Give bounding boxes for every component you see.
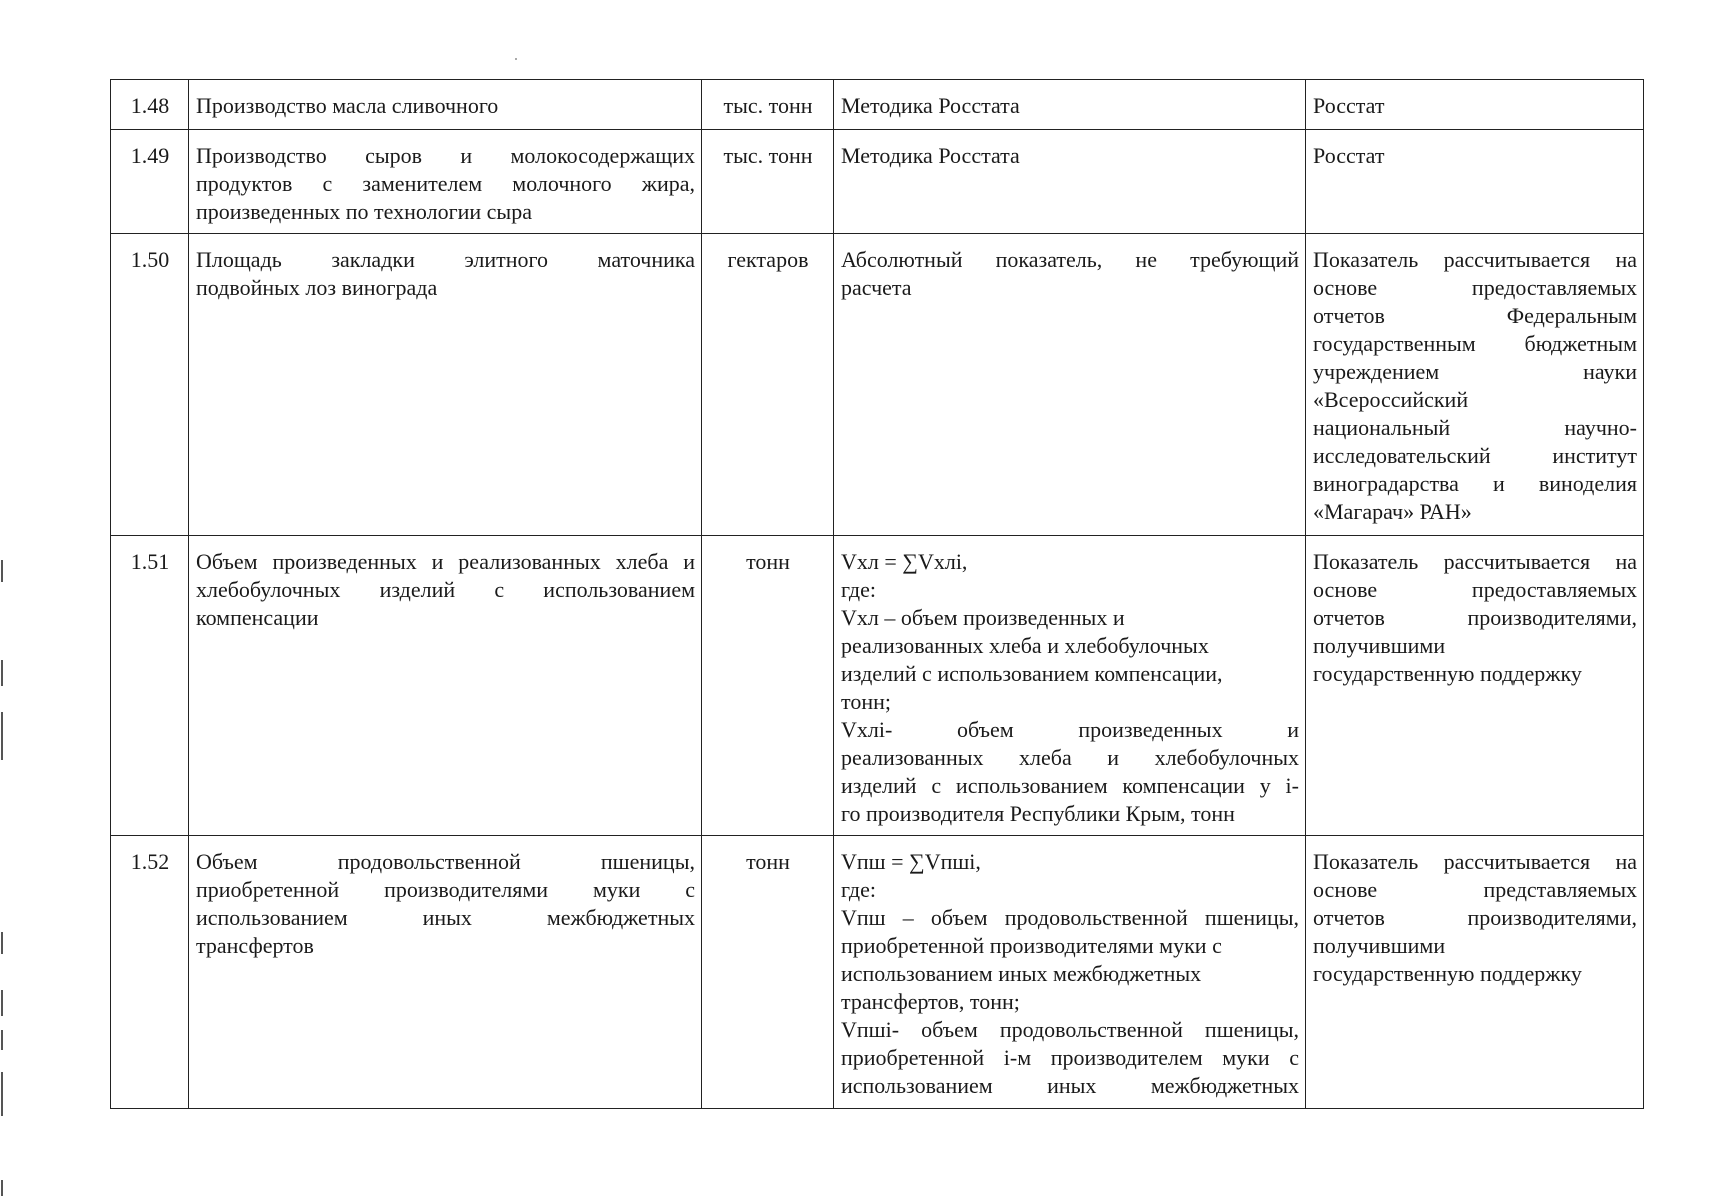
unit-cell	[702, 234, 834, 536]
method-line: Vхлi- объем произведенных и	[841, 717, 1299, 742]
source-line: национальный научно-	[1313, 415, 1637, 440]
source-line: государственную поддержку	[1313, 961, 1582, 986]
indicator-name-line: подвойных лоз винограда	[196, 275, 438, 300]
formula-line: Vхл = ∑Vхлi,	[841, 549, 968, 574]
method-line: Абсолютный показатель, не требующий	[841, 247, 1299, 272]
scan-artifact	[1, 990, 3, 1016]
source-cell	[1306, 234, 1644, 536]
method-line: реализованных хлеба и хлебобулочных	[841, 633, 1209, 658]
scan-artifact	[1, 660, 3, 686]
indicator-name-line: трансфертов	[196, 933, 314, 958]
indicator-name-line: Производство масла сливочного	[196, 93, 499, 118]
source-line: Показатель рассчитывается на	[1313, 849, 1637, 874]
source-cell	[1306, 80, 1644, 130]
indicator-name-line: хлебобулочных изделий с использованием	[196, 577, 695, 602]
method-line: Vхл – объем произведенных и	[841, 605, 1125, 630]
row-number: 1.51	[130, 549, 170, 574]
source-line: основе представляемых	[1313, 877, 1637, 902]
unit-cell	[702, 80, 834, 130]
method-line: приобретенной i-м производителем муки с	[841, 1045, 1299, 1070]
source-line: учреждением науки	[1313, 359, 1637, 384]
indicator-name-cell	[189, 80, 702, 130]
source-line: государственную поддержку	[1313, 661, 1582, 686]
method-line: Vпшi- объем продовольственной пшеницы,	[841, 1017, 1299, 1042]
indicator-name-cell	[189, 234, 702, 536]
source-line: исследовательский институт	[1313, 443, 1637, 468]
formula-line: Vпш = ∑Vпшi,	[841, 849, 981, 874]
scan-artifact	[1, 560, 3, 582]
scan-artifact	[1, 1180, 3, 1196]
indicator-name-cell	[189, 130, 702, 234]
table-row	[111, 80, 1644, 130]
method-cell	[834, 80, 1306, 130]
table-row	[111, 130, 1644, 234]
unit-text: тыс. тонн	[723, 93, 813, 118]
method-line: приобретенной производителями муки с	[841, 933, 1222, 958]
indicator-name-line: Объем произведенных и реализованных хлеба и	[196, 549, 695, 574]
method-line: трансфертов, тонн;	[841, 989, 1020, 1014]
scan-artifact	[1, 1030, 3, 1050]
indicator-name-line: Объем продовольственной пшеницы,	[196, 849, 695, 874]
method-line: расчета	[841, 275, 912, 300]
row-number-cell	[111, 836, 189, 1109]
row-number: 1.49	[130, 143, 170, 168]
method-line: Методика Росстата	[841, 143, 1020, 168]
source-line: Росстат	[1313, 143, 1385, 168]
scan-artifact	[1, 712, 3, 760]
indicator-name-cell	[189, 836, 702, 1109]
source-line: Росстат	[1313, 93, 1385, 118]
unit-cell	[702, 130, 834, 234]
table-row	[111, 536, 1644, 836]
method-cell	[834, 536, 1306, 836]
method-line: использованием иных межбюджетных	[841, 1073, 1299, 1098]
table-row	[111, 836, 1644, 1109]
indicator-name-line: продуктов с заменителем молочного жира,	[196, 171, 695, 196]
method-line: изделий с использованием компенсации,	[841, 661, 1223, 686]
table-row	[111, 234, 1644, 536]
method-cell	[834, 836, 1306, 1109]
scan-artifact	[1, 1072, 3, 1116]
indicator-name-line: использованием иных межбюджетных	[196, 905, 695, 930]
source-line: отчетов производителями,	[1313, 905, 1637, 930]
scan-artifact	[1, 932, 3, 954]
source-line: Показатель рассчитывается на	[1313, 549, 1637, 574]
method-line: реализованных хлеба и хлебобулочных	[841, 745, 1299, 770]
row-number-cell	[111, 80, 189, 130]
source-cell	[1306, 536, 1644, 836]
indicator-name-line: Производство сыров и молокосодержащих	[196, 143, 695, 168]
indicator-name-line: Площадь закладки элитного маточника	[196, 247, 695, 272]
row-number: 1.52	[130, 849, 170, 874]
source-line: виноградарства и виноделия	[1313, 471, 1637, 496]
source-line: Показатель рассчитывается на	[1313, 247, 1637, 272]
method-line: где:	[841, 877, 876, 902]
source-line: получившими	[1313, 933, 1446, 958]
source-line: основе предоставляемых	[1313, 275, 1637, 300]
method-line: где:	[841, 577, 876, 602]
indicators-table	[110, 79, 1644, 1109]
scan-speck	[515, 58, 517, 60]
unit-cell	[702, 536, 834, 836]
method-cell	[834, 234, 1306, 536]
method-line: использованием иных межбюджетных	[841, 961, 1202, 986]
unit-text: тыс. тонн	[723, 143, 813, 168]
method-cell	[834, 130, 1306, 234]
unit-cell	[702, 836, 834, 1109]
unit-text: гектаров	[727, 247, 809, 272]
row-number: 1.48	[130, 93, 170, 118]
method-line: изделий с использованием компенсации у i-	[841, 773, 1299, 798]
source-line: «Всероссийский	[1313, 387, 1469, 412]
row-number: 1.50	[130, 247, 170, 272]
indicator-name-line: приобретенной производителями муки с	[196, 877, 695, 902]
source-line: «Магарач» РАН»	[1313, 499, 1472, 524]
source-cell	[1306, 836, 1644, 1109]
source-line: отчетов производителями,	[1313, 605, 1637, 630]
source-cell	[1306, 130, 1644, 234]
indicator-name-cell	[189, 536, 702, 836]
method-line: Vпш – объем продовольственной пшеницы,	[841, 905, 1299, 930]
indicator-name-line: компенсации	[196, 605, 319, 630]
row-number-cell	[111, 130, 189, 234]
method-line: го производителя Республики Крым, тонн	[841, 801, 1235, 826]
source-line: государственным бюджетным	[1313, 331, 1637, 356]
method-line: Методика Росстата	[841, 93, 1020, 118]
method-line: тонн;	[841, 689, 891, 714]
unit-text: тонн	[746, 549, 790, 574]
row-number-cell	[111, 536, 189, 836]
unit-text: тонн	[746, 849, 790, 874]
source-line: основе предоставляемых	[1313, 577, 1637, 602]
source-line: получившими	[1313, 633, 1446, 658]
row-number-cell	[111, 234, 189, 536]
indicator-name-line: произведенных по технологии сыра	[196, 199, 532, 224]
source-line: отчетов Федеральным	[1313, 303, 1637, 328]
